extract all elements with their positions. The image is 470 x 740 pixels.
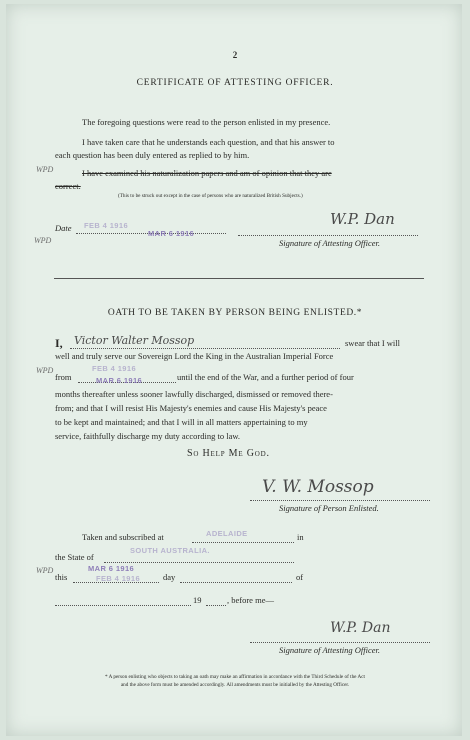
attestation-paper — [6, 4, 462, 736]
place-stamp: ADELAIDE — [206, 529, 248, 538]
certificate-para3-line1: I have examined his naturalization papers and am of opinion that they are — [82, 168, 332, 178]
taken-subscribed-label: Taken and subscribed at — [82, 532, 164, 542]
officer-signature-label-1: Signature of Attesting Officer. — [279, 238, 381, 248]
oath-line6: to be kept and maintained; and that I will in all matters appertaining to my — [55, 417, 308, 427]
certificate-para3-line2: correct. — [55, 181, 81, 191]
margin-initials-3: WPD — [36, 366, 54, 375]
so-help-me-god: So Help Me God. — [187, 448, 270, 459]
day-label: day — [163, 572, 176, 582]
before-me: , before me— — [227, 595, 274, 605]
certificate-title: CERTIFICATE OF ATTESTING OFFICER. — [136, 78, 334, 88]
enlistee-signature-line — [250, 500, 430, 501]
officer-signature-line-2 — [250, 642, 430, 643]
date-stamp: MAR 6 1916 — [148, 229, 195, 238]
day-stamp-faint: FEB 4 1916 — [96, 574, 141, 583]
certificate-para2-line2: each question has been duly entered as replied to by him. — [55, 150, 250, 160]
margin-initials-2: WPD — [34, 236, 52, 245]
oath-line7: service, faithfully discharge my duty according to law. — [55, 431, 241, 441]
oath-line2: well and truly serve our Sovereign Lord the King in the Australian Imperial Force — [55, 351, 334, 361]
officer-signature-label-2: Signature of Attesting Officer. — [279, 645, 381, 655]
page-number: 2 — [232, 50, 238, 60]
year-line — [55, 605, 191, 606]
margin-initials-4: WPD — [36, 566, 54, 575]
footnote-line1: * A person enlisting who objects to taking an oath may make an affirmation in accordance with the Third Schedule of the Act — [105, 674, 365, 680]
officer-signature-line-1 — [238, 235, 418, 236]
oath-title: OATH TO BE TAKEN BY PERSON BEING ENLISTED.* — [107, 308, 363, 318]
enlistee-signature: V. W. Mossop — [262, 477, 374, 497]
oath-line1-end: swear that I will — [345, 338, 400, 348]
margin-initials-1: WPD — [36, 165, 54, 174]
oath-pronoun: I, — [55, 336, 63, 350]
enlistee-name-line — [70, 348, 340, 349]
place-line — [192, 542, 294, 543]
footnote-line2: and the above form must be amended accordingly. All amendments must be initialled by the Attesting Officer. — [120, 682, 350, 688]
year-suffix-line — [206, 605, 226, 606]
from-label: from — [55, 372, 72, 382]
year-prefix: 19 — [193, 595, 202, 605]
month-line — [180, 582, 292, 583]
state-label: the State of — [55, 552, 94, 562]
in-label: in — [297, 532, 304, 542]
officer-signature-2: W.P. Dan — [330, 620, 391, 636]
enlistee-name: Victor Walter Mossop — [74, 334, 195, 347]
oath-line5: from; and that I will resist His Majesty's enemies and cause His Majesty's peace — [55, 403, 327, 413]
state-stamp: SOUTH AUSTRALIA. — [130, 546, 210, 555]
officer-signature-1: W.P. Dan — [330, 210, 395, 228]
naturalization-note: (This to be struck out except in the case of persons who are naturalized British Subjects.) — [118, 193, 303, 199]
of-label: of — [296, 572, 304, 582]
this-label: this — [55, 572, 68, 582]
from-stamp: MAR 6 1916 — [96, 376, 143, 385]
certificate-para1: The foregoing questions were read to the person enlisted in my presence. — [82, 117, 331, 127]
oath-line3-end: until the end of the War, and a further period of four — [177, 372, 354, 382]
oath-line4: months thereafter unless sooner lawfully discharged, dismissed or removed there- — [55, 389, 333, 399]
day-stamp: MAR 6 1916 — [88, 564, 135, 573]
state-line — [104, 562, 294, 563]
date-stamp-faint: FEB 4 1916 — [84, 221, 129, 230]
enlistee-signature-label: Signature of Person Enlisted. — [279, 503, 379, 513]
date-label: Date — [55, 223, 72, 233]
certificate-para2-line1: I have taken care that he understands each question, and that his answer to — [82, 137, 335, 147]
from-stamp-faint: FEB 4 1916 — [92, 364, 137, 373]
section-divider — [54, 278, 424, 279]
